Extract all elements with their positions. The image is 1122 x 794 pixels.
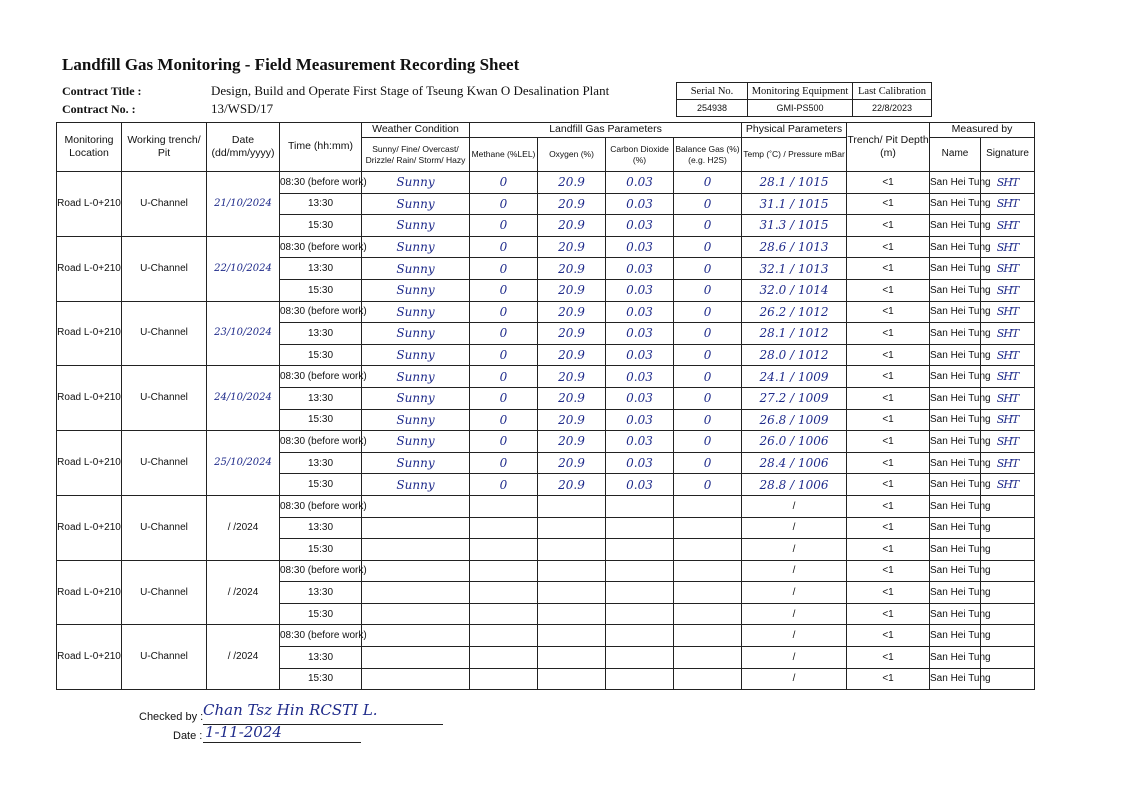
- col-oxygen: Oxygen (%): [538, 138, 606, 172]
- balance-gas-cell: 0: [674, 279, 742, 301]
- oxygen-cell: [538, 560, 606, 582]
- measured-by-name: San Hei Tung: [930, 301, 981, 323]
- time-cell: 08:30 (before work): [280, 495, 362, 517]
- depth-cell: <1: [847, 495, 930, 517]
- weather-cell: Sunny: [362, 172, 470, 194]
- co2-cell: 0.03: [606, 387, 674, 409]
- temp-pressure-cell: 32.0 / 1014: [742, 279, 847, 301]
- time-cell: 13:30: [280, 387, 362, 409]
- working-pit: U-Channel: [122, 366, 207, 431]
- weather-cell: [362, 495, 470, 517]
- oxygen-cell: [538, 625, 606, 647]
- table-row: [57, 236, 1035, 258]
- co2-cell: 0.03: [606, 258, 674, 280]
- co2-cell: [606, 560, 674, 582]
- co2-cell: [606, 647, 674, 669]
- weather-cell: [362, 647, 470, 669]
- monitoring-location: Road L-0+210: [57, 495, 122, 560]
- time-cell: 13:30: [280, 582, 362, 604]
- equipment-label: Monitoring Equipment: [748, 83, 853, 100]
- temp-pressure-cell: /: [742, 582, 847, 604]
- oxygen-cell: [538, 517, 606, 539]
- oxygen-cell: 20.9: [538, 344, 606, 366]
- measured-by-name: San Hei Tung: [930, 452, 981, 474]
- measured-by-name: San Hei Tung: [930, 625, 981, 647]
- col-methane: Methane (%LEL): [470, 138, 538, 172]
- col-weather-sub: Sunny/ Fine/ Overcast/ Drizzle/ Rain/ Storm/ Hazy: [362, 138, 470, 172]
- weather-cell: Sunny: [362, 474, 470, 496]
- weather-cell: Sunny: [362, 387, 470, 409]
- depth-cell: <1: [847, 539, 930, 561]
- temp-pressure-cell: /: [742, 560, 847, 582]
- measured-by-name: San Hei Tung: [930, 431, 981, 453]
- col-balance: Balance Gas (%) (e.g. H2S): [674, 138, 742, 172]
- measured-by-name: San Hei Tung: [930, 668, 981, 690]
- monitoring-location: Road L-0+210: [57, 301, 122, 366]
- weather-cell: [362, 582, 470, 604]
- methane-cell: 0: [470, 279, 538, 301]
- temp-pressure-cell: /: [742, 668, 847, 690]
- measurement-date: / /2024: [207, 625, 280, 690]
- col-measured: Measured by: [930, 123, 1035, 138]
- co2-cell: [606, 539, 674, 561]
- depth-cell: <1: [847, 474, 930, 496]
- measured-by-name: San Hei Tung: [930, 215, 981, 237]
- temp-pressure-cell: /: [742, 539, 847, 561]
- measurement-date: / /2024: [207, 495, 280, 560]
- measurement-date: 24/10/2024: [207, 366, 280, 431]
- monitoring-location: Road L-0+210: [57, 625, 122, 690]
- depth-cell: <1: [847, 301, 930, 323]
- table-row: [57, 172, 1035, 194]
- contract-no-label: Contract No. :: [62, 102, 136, 116]
- oxygen-cell: 20.9: [538, 258, 606, 280]
- weather-cell: [362, 625, 470, 647]
- time-cell: 15:30: [280, 668, 362, 690]
- col-name: Name: [930, 138, 981, 172]
- co2-cell: [606, 582, 674, 604]
- contract-title-label: Contract Title :: [62, 84, 142, 98]
- time-cell: 15:30: [280, 344, 362, 366]
- time-cell: 08:30 (before work): [280, 301, 362, 323]
- balance-gas-cell: 0: [674, 474, 742, 496]
- temp-pressure-cell: 31.1 / 1015: [742, 193, 847, 215]
- time-cell: 15:30: [280, 539, 362, 561]
- measurement-date: 22/10/2024: [207, 236, 280, 301]
- measured-by-name: San Hei Tung: [930, 258, 981, 280]
- methane-cell: 0: [470, 387, 538, 409]
- time-cell: 08:30 (before work): [280, 560, 362, 582]
- oxygen-cell: 20.9: [538, 409, 606, 431]
- methane-cell: 0: [470, 215, 538, 237]
- depth-cell: <1: [847, 517, 930, 539]
- time-cell: 13:30: [280, 193, 362, 215]
- col-location: Monitoring Location: [57, 123, 122, 172]
- co2-cell: 0.03: [606, 366, 674, 388]
- temp-pressure-cell: 28.8 / 1006: [742, 474, 847, 496]
- oxygen-cell: 20.9: [538, 366, 606, 388]
- measured-by-name: San Hei Tung: [930, 193, 981, 215]
- depth-cell: <1: [847, 193, 930, 215]
- methane-cell: 0: [470, 344, 538, 366]
- methane-cell: [470, 539, 538, 561]
- table-row: [57, 431, 1035, 453]
- methane-cell: 0: [470, 301, 538, 323]
- oxygen-cell: 20.9: [538, 387, 606, 409]
- col-depth: Trench/ Pit Depth (m): [847, 123, 930, 172]
- balance-gas-cell: 0: [674, 193, 742, 215]
- time-cell: 13:30: [280, 452, 362, 474]
- methane-cell: [470, 647, 538, 669]
- methane-cell: 0: [470, 409, 538, 431]
- balance-gas-cell: 0: [674, 452, 742, 474]
- checked-date-label: Date :: [173, 730, 203, 742]
- weather-cell: Sunny: [362, 366, 470, 388]
- serial-value: 254938: [677, 100, 748, 117]
- co2-cell: 0.03: [606, 172, 674, 194]
- co2-cell: [606, 625, 674, 647]
- weather-cell: [362, 517, 470, 539]
- monitoring-location: Road L-0+210: [57, 560, 122, 625]
- contract-title-value: Design, Build and Operate First Stage of Tseung Kwan O Desalination Plant: [211, 83, 610, 98]
- table-row: [57, 495, 1035, 517]
- co2-cell: [606, 668, 674, 690]
- weather-cell: Sunny: [362, 323, 470, 345]
- measured-by-name: San Hei Tung: [930, 344, 981, 366]
- balance-gas-cell: [674, 582, 742, 604]
- depth-cell: <1: [847, 344, 930, 366]
- balance-gas-cell: [674, 625, 742, 647]
- measured-by-signature: SHT: [981, 215, 1035, 237]
- co2-cell: 0.03: [606, 301, 674, 323]
- col-signature: Signature: [981, 138, 1035, 172]
- time-cell: 08:30 (before work): [280, 625, 362, 647]
- measured-by-name: San Hei Tung: [930, 172, 981, 194]
- col-time: Time (hh:mm): [280, 123, 362, 172]
- depth-cell: <1: [847, 668, 930, 690]
- measured-by-signature: SHT: [981, 301, 1035, 323]
- weather-cell: Sunny: [362, 279, 470, 301]
- weather-cell: Sunny: [362, 301, 470, 323]
- monitoring-location: Road L-0+210: [57, 172, 122, 237]
- measured-by-name: San Hei Tung: [930, 387, 981, 409]
- balance-gas-cell: [674, 668, 742, 690]
- col-gas: Landfill Gas Parameters: [470, 123, 742, 138]
- measured-by-name: San Hei Tung: [930, 366, 981, 388]
- measurement-table: [56, 122, 1035, 690]
- measured-by-name: San Hei Tung: [930, 279, 981, 301]
- balance-gas-cell: [674, 560, 742, 582]
- measured-by-name: San Hei Tung: [930, 236, 981, 258]
- measured-by-signature: SHT: [981, 279, 1035, 301]
- sheet-title: Landfill Gas Monitoring - Field Measurement Recording Sheet: [62, 55, 520, 74]
- calibration-label: Last Calibration: [853, 83, 932, 100]
- depth-cell: <1: [847, 323, 930, 345]
- col-weather: Weather Condition: [362, 123, 470, 138]
- time-cell: 13:30: [280, 517, 362, 539]
- measured-by-name: San Hei Tung: [930, 409, 981, 431]
- oxygen-cell: 20.9: [538, 323, 606, 345]
- balance-gas-cell: 0: [674, 172, 742, 194]
- methane-cell: 0: [470, 236, 538, 258]
- co2-cell: [606, 495, 674, 517]
- table-row: [57, 301, 1035, 323]
- checked-date-line: [203, 742, 361, 743]
- measured-by-name: San Hei Tung: [930, 582, 981, 604]
- depth-cell: <1: [847, 387, 930, 409]
- depth-cell: <1: [847, 279, 930, 301]
- measurement-date: / /2024: [207, 560, 280, 625]
- time-cell: 08:30 (before work): [280, 366, 362, 388]
- measured-by-signature: SHT: [981, 452, 1035, 474]
- checked-date-value: 1-11-2024: [205, 723, 282, 741]
- equipment-info-box: [676, 82, 932, 117]
- measured-by-signature: SHT: [981, 474, 1035, 496]
- temp-pressure-cell: 32.1 / 1013: [742, 258, 847, 280]
- balance-gas-cell: [674, 517, 742, 539]
- measurement-date: 23/10/2024: [207, 301, 280, 366]
- weather-cell: Sunny: [362, 258, 470, 280]
- checked-by-signature: Chan Tsz Hin RCSTI L.: [203, 701, 378, 719]
- co2-cell: 0.03: [606, 452, 674, 474]
- balance-gas-cell: 0: [674, 409, 742, 431]
- col-co2: Carbon Dioxide (%): [606, 138, 674, 172]
- monitoring-location: Road L-0+210: [57, 366, 122, 431]
- time-cell: 15:30: [280, 409, 362, 431]
- oxygen-cell: 20.9: [538, 193, 606, 215]
- methane-cell: [470, 668, 538, 690]
- weather-cell: [362, 668, 470, 690]
- oxygen-cell: 20.9: [538, 474, 606, 496]
- weather-cell: [362, 603, 470, 625]
- co2-cell: 0.03: [606, 344, 674, 366]
- contract-no-value: 13/WSD/17: [211, 101, 274, 116]
- depth-cell: <1: [847, 582, 930, 604]
- temp-pressure-cell: 28.1 / 1012: [742, 323, 847, 345]
- measurement-date: 25/10/2024: [207, 431, 280, 496]
- temp-pressure-cell: /: [742, 625, 847, 647]
- equipment-value: GMI-PS500: [748, 100, 853, 117]
- checked-by-label: Checked by :: [139, 711, 204, 723]
- measured-by-signature: SHT: [981, 431, 1035, 453]
- measured-by-signature: SHT: [981, 366, 1035, 388]
- temp-pressure-cell: 28.1 / 1015: [742, 172, 847, 194]
- measured-by-name: San Hei Tung: [930, 323, 981, 345]
- serial-label: Serial No.: [677, 83, 748, 100]
- measured-by-signature: SHT: [981, 172, 1035, 194]
- balance-gas-cell: 0: [674, 236, 742, 258]
- oxygen-cell: 20.9: [538, 301, 606, 323]
- time-cell: 08:30 (before work): [280, 431, 362, 453]
- weather-cell: Sunny: [362, 215, 470, 237]
- temp-pressure-cell: /: [742, 603, 847, 625]
- depth-cell: <1: [847, 258, 930, 280]
- depth-cell: <1: [847, 625, 930, 647]
- col-pit: Working trench/ Pit: [122, 123, 207, 172]
- temp-pressure-cell: 28.0 / 1012: [742, 344, 847, 366]
- depth-cell: <1: [847, 172, 930, 194]
- balance-gas-cell: 0: [674, 387, 742, 409]
- weather-cell: Sunny: [362, 193, 470, 215]
- depth-cell: <1: [847, 215, 930, 237]
- oxygen-cell: 20.9: [538, 452, 606, 474]
- temp-pressure-cell: 26.8 / 1009: [742, 409, 847, 431]
- depth-cell: <1: [847, 366, 930, 388]
- working-pit: U-Channel: [122, 431, 207, 496]
- temp-pressure-cell: /: [742, 647, 847, 669]
- co2-cell: 0.03: [606, 279, 674, 301]
- methane-cell: 0: [470, 452, 538, 474]
- monitoring-location: Road L-0+210: [57, 431, 122, 496]
- measured-by-signature: SHT: [981, 344, 1035, 366]
- oxygen-cell: [538, 668, 606, 690]
- measured-by-signature: SHT: [981, 323, 1035, 345]
- temp-pressure-cell: 26.0 / 1006: [742, 431, 847, 453]
- temp-pressure-cell: 24.1 / 1009: [742, 366, 847, 388]
- balance-gas-cell: [674, 603, 742, 625]
- temp-pressure-cell: /: [742, 517, 847, 539]
- calibration-value: 22/8/2023: [853, 100, 932, 117]
- depth-cell: <1: [847, 560, 930, 582]
- time-cell: 15:30: [280, 215, 362, 237]
- oxygen-cell: 20.9: [538, 236, 606, 258]
- methane-cell: 0: [470, 323, 538, 345]
- measured-by-signature: SHT: [981, 387, 1035, 409]
- depth-cell: <1: [847, 603, 930, 625]
- depth-cell: <1: [847, 452, 930, 474]
- co2-cell: 0.03: [606, 409, 674, 431]
- balance-gas-cell: [674, 539, 742, 561]
- oxygen-cell: [538, 495, 606, 517]
- temp-pressure-cell: 28.6 / 1013: [742, 236, 847, 258]
- working-pit: U-Channel: [122, 625, 207, 690]
- co2-cell: [606, 517, 674, 539]
- oxygen-cell: [538, 539, 606, 561]
- balance-gas-cell: [674, 647, 742, 669]
- weather-cell: Sunny: [362, 344, 470, 366]
- methane-cell: [470, 625, 538, 647]
- measured-by-signature: SHT: [981, 409, 1035, 431]
- methane-cell: [470, 495, 538, 517]
- methane-cell: [470, 582, 538, 604]
- time-cell: 13:30: [280, 258, 362, 280]
- oxygen-cell: [538, 647, 606, 669]
- temp-pressure-cell: 27.2 / 1009: [742, 387, 847, 409]
- weather-cell: Sunny: [362, 452, 470, 474]
- measured-by-name: San Hei Tung: [930, 647, 981, 669]
- time-cell: 15:30: [280, 474, 362, 496]
- methane-cell: [470, 560, 538, 582]
- col-date: Date (dd/mm/yyyy): [207, 123, 280, 172]
- working-pit: U-Channel: [122, 236, 207, 301]
- co2-cell: 0.03: [606, 474, 674, 496]
- working-pit: U-Channel: [122, 560, 207, 625]
- depth-cell: <1: [847, 409, 930, 431]
- oxygen-cell: [538, 582, 606, 604]
- depth-cell: <1: [847, 236, 930, 258]
- balance-gas-cell: 0: [674, 431, 742, 453]
- methane-cell: 0: [470, 258, 538, 280]
- oxygen-cell: 20.9: [538, 279, 606, 301]
- co2-cell: 0.03: [606, 431, 674, 453]
- balance-gas-cell: 0: [674, 366, 742, 388]
- col-physical: Physical Parameters: [742, 123, 847, 138]
- monitoring-location: Road L-0+210: [57, 236, 122, 301]
- time-cell: 15:30: [280, 279, 362, 301]
- time-cell: 08:30 (before work): [280, 172, 362, 194]
- measured-by-name: San Hei Tung: [930, 474, 981, 496]
- time-cell: 13:30: [280, 323, 362, 345]
- temp-pressure-cell: 31.3 / 1015: [742, 215, 847, 237]
- depth-cell: <1: [847, 647, 930, 669]
- methane-cell: 0: [470, 172, 538, 194]
- temp-pressure-cell: 28.4 / 1006: [742, 452, 847, 474]
- balance-gas-cell: [674, 495, 742, 517]
- working-pit: U-Channel: [122, 495, 207, 560]
- co2-cell: 0.03: [606, 236, 674, 258]
- oxygen-cell: 20.9: [538, 431, 606, 453]
- weather-cell: [362, 560, 470, 582]
- table-row: [57, 560, 1035, 582]
- methane-cell: [470, 603, 538, 625]
- co2-cell: 0.03: [606, 323, 674, 345]
- balance-gas-cell: 0: [674, 301, 742, 323]
- methane-cell: 0: [470, 366, 538, 388]
- table-row: [57, 625, 1035, 647]
- time-cell: 15:30: [280, 603, 362, 625]
- measured-by-name: San Hei Tung: [930, 517, 981, 539]
- oxygen-cell: [538, 603, 606, 625]
- measured-by-name: San Hei Tung: [930, 560, 981, 582]
- table-row: [57, 366, 1035, 388]
- time-cell: 13:30: [280, 647, 362, 669]
- weather-cell: Sunny: [362, 409, 470, 431]
- working-pit: U-Channel: [122, 172, 207, 237]
- temp-pressure-cell: 26.2 / 1012: [742, 301, 847, 323]
- weather-cell: Sunny: [362, 236, 470, 258]
- measured-by-name: San Hei Tung: [930, 603, 981, 625]
- measurement-date: 21/10/2024: [207, 172, 280, 237]
- depth-cell: <1: [847, 431, 930, 453]
- time-cell: 08:30 (before work): [280, 236, 362, 258]
- measured-by-signature: SHT: [981, 236, 1035, 258]
- measured-by-name: San Hei Tung: [930, 495, 981, 517]
- balance-gas-cell: 0: [674, 344, 742, 366]
- temp-pressure-cell: /: [742, 495, 847, 517]
- measured-by-name: San Hei Tung: [930, 539, 981, 561]
- col-temp: Temp (˚C) / Pressure mBar: [742, 138, 847, 172]
- balance-gas-cell: 0: [674, 258, 742, 280]
- co2-cell: 0.03: [606, 193, 674, 215]
- working-pit: U-Channel: [122, 301, 207, 366]
- measured-by-signature: SHT: [981, 258, 1035, 280]
- co2-cell: 0.03: [606, 215, 674, 237]
- balance-gas-cell: 0: [674, 323, 742, 345]
- methane-cell: [470, 517, 538, 539]
- co2-cell: [606, 603, 674, 625]
- oxygen-cell: 20.9: [538, 215, 606, 237]
- weather-cell: Sunny: [362, 431, 470, 453]
- measured-by-signature: SHT: [981, 193, 1035, 215]
- weather-cell: [362, 539, 470, 561]
- oxygen-cell: 20.9: [538, 172, 606, 194]
- methane-cell: 0: [470, 474, 538, 496]
- methane-cell: 0: [470, 193, 538, 215]
- balance-gas-cell: 0: [674, 215, 742, 237]
- methane-cell: 0: [470, 431, 538, 453]
